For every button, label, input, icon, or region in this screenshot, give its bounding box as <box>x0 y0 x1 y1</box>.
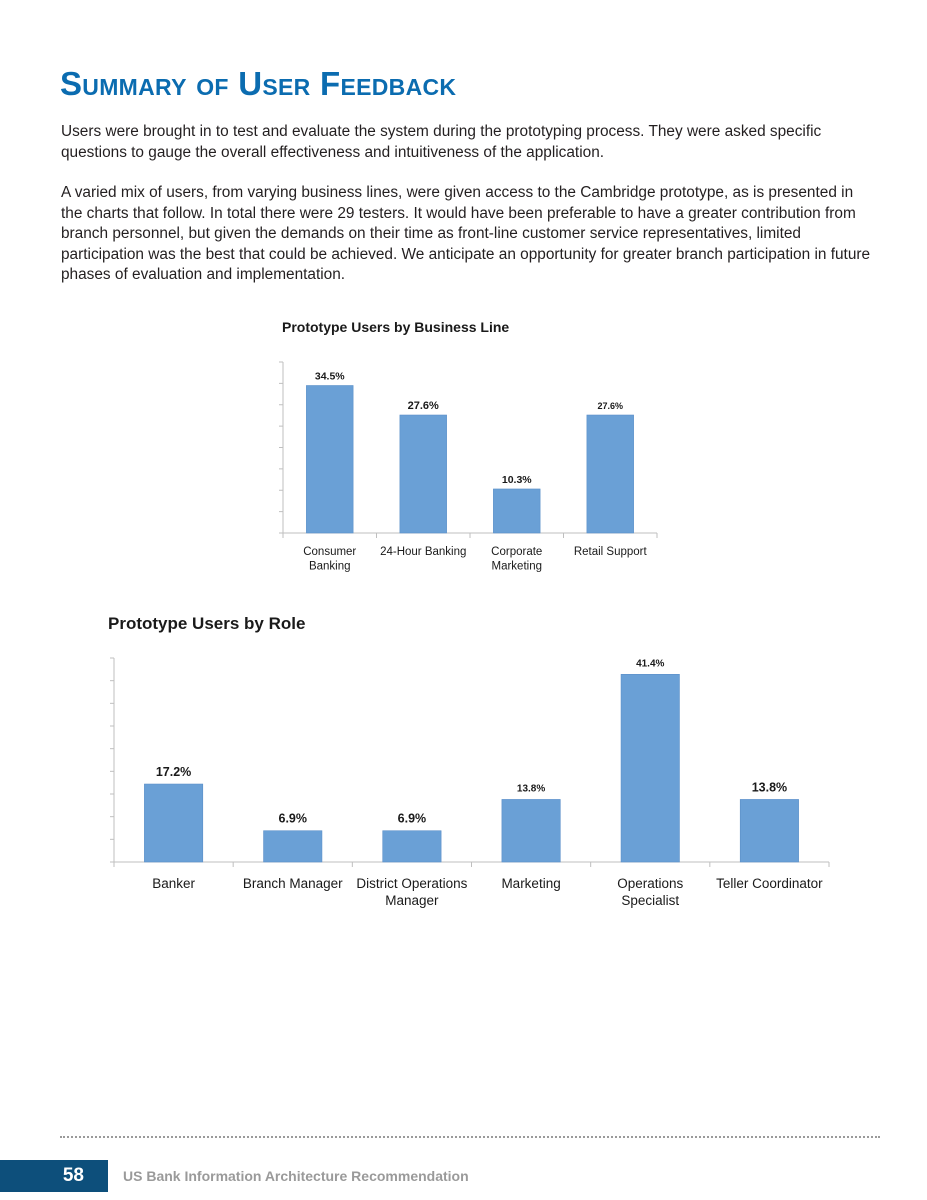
category-label-consumer-banking: Consumer <box>303 546 357 558</box>
category-label-teller-coordinator: Teller Coordinator <box>716 876 823 891</box>
bar-marketing <box>502 799 560 862</box>
category-label-branch-manager: Branch Manager <box>242 876 343 891</box>
value-label-branch-manager: 6.9% <box>278 811 307 826</box>
value-label-district-operations-manager: 6.9% <box>397 811 427 826</box>
users-paragraph: A varied mix of users, from varying business lines, were given access to the Cambridge prototype, as is presented in the charts that follow. In total there were 29 testers. It would have been preferable to have a greater contribution from branch personnel, but given the demands on their time as front-line customer service representatives, limited participation was the best that could be achieved. We anticipate an opportunity for greater branch participation in future phases of evaluation and implementation. <box>61 184 871 283</box>
bar-district-operations-manager <box>383 831 441 862</box>
value-label-operations-specialist: 41.4% <box>636 658 665 670</box>
value-label-corporate-marketing: 10.3% <box>501 473 532 486</box>
category-label-operations-specialist: Operations <box>617 876 684 891</box>
business-line-chart-title: Prototype Users by Business Line <box>282 319 510 335</box>
category-label-retail-support: Retail Support <box>573 546 647 558</box>
category-label-operations-specialist: Specialist <box>621 893 680 908</box>
bar-branch-manager <box>264 831 322 862</box>
category-label-consumer-banking: Banking <box>308 560 351 573</box>
category-label-district-operations-manager: District Operations <box>356 876 468 891</box>
footer-divider <box>60 1136 880 1138</box>
role-chart-title: Prototype Users by Role <box>108 614 306 633</box>
value-label-retail-support: 27.6% <box>597 401 624 412</box>
page-title: Summary of User Feedback <box>60 65 457 102</box>
category-label-marketing: Marketing <box>501 876 561 891</box>
page-number: 58 <box>0 1160 108 1192</box>
category-label-24-hour-banking: 24-Hour Banking <box>380 546 467 558</box>
intro-paragraph: Users were brought in to test and evaluate the system during the prototyping process. They were asked specific questions to gauge the overall effectiveness and intuitiveness of the application. <box>61 123 822 161</box>
value-label-marketing: 13.8% <box>516 783 546 795</box>
category-label-corporate-marketing: Marketing <box>491 560 542 573</box>
bar-teller-coordinator <box>740 799 798 862</box>
bar-operations-specialist <box>621 674 679 862</box>
category-label-district-operations-manager: Manager <box>385 893 439 908</box>
category-label-corporate-marketing: Corporate <box>491 546 543 558</box>
value-label-24-hour-banking: 27.6% <box>407 400 439 413</box>
bar-banker <box>144 784 202 862</box>
value-label-banker: 17.2% <box>155 765 192 780</box>
category-label-banker: Banker <box>152 876 195 891</box>
footer-title: US Bank Information Architecture Recommendation <box>123 1168 469 1184</box>
value-label-teller-coordinator: 13.8% <box>751 780 788 795</box>
value-label-consumer-banking: 34.5% <box>314 370 345 383</box>
